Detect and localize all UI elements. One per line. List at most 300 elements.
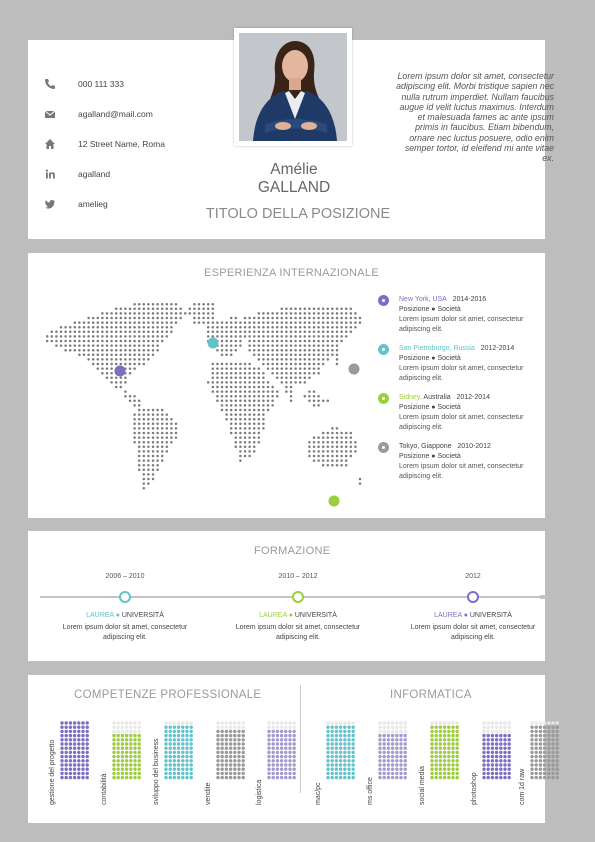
skill-dot <box>225 742 228 745</box>
skill-dot <box>487 721 490 724</box>
skill-dot <box>69 768 72 771</box>
map-dot <box>276 312 279 315</box>
map-dot <box>133 432 136 435</box>
skill-dot <box>280 738 283 741</box>
skill-dot <box>233 751 236 754</box>
map-dot <box>152 473 155 476</box>
skill-dot <box>404 738 407 741</box>
skill-dot <box>164 726 167 729</box>
skill-dot <box>547 755 550 758</box>
skill-label: logistica <box>256 779 263 805</box>
map-dot <box>133 400 136 403</box>
map-dot <box>336 427 339 430</box>
skill-dot <box>117 726 120 729</box>
map-dot <box>267 386 270 389</box>
skill-dot <box>190 772 193 775</box>
map-dot <box>124 381 127 384</box>
skill-dot <box>112 759 115 762</box>
map-dot <box>340 326 343 329</box>
contact-phone-text[interactable]: 000 111 333 <box>78 79 125 89</box>
map-pin-icon <box>378 344 389 355</box>
map-dot <box>285 331 288 334</box>
map-dot <box>225 418 228 421</box>
map-dot <box>235 418 238 421</box>
skill-dot <box>69 726 72 729</box>
skill-dot <box>86 751 89 754</box>
map-dot <box>138 335 141 338</box>
skill-dot <box>447 772 450 775</box>
skill-dot <box>339 721 342 724</box>
skill-dot <box>439 768 442 771</box>
map-dot <box>340 317 343 320</box>
skill-dot <box>284 730 287 733</box>
skill-dot <box>293 726 296 729</box>
map-dot <box>230 335 233 338</box>
skill-item <box>49 719 100 809</box>
map-dot <box>304 335 307 338</box>
map-dot <box>248 372 251 375</box>
map-dot <box>262 427 265 430</box>
skill-dot <box>288 755 291 758</box>
header-card <box>28 40 554 239</box>
map-dot <box>156 303 159 306</box>
skill-dot <box>508 755 511 758</box>
map-dot <box>239 367 242 370</box>
map-dot <box>281 377 284 380</box>
map-dot <box>313 363 316 366</box>
map-dot <box>92 354 95 357</box>
skill-dot <box>221 763 224 766</box>
skill-dot <box>491 751 494 754</box>
skill-dot <box>280 755 283 758</box>
skill-dot <box>276 742 279 745</box>
map-dot <box>244 377 247 380</box>
skill-item <box>205 719 256 809</box>
map-dot <box>276 331 279 334</box>
skill-dot <box>284 726 287 729</box>
skill-dot <box>503 763 506 766</box>
map-dot <box>336 459 339 462</box>
skill-dot <box>77 759 80 762</box>
education-desc: Lorem ipsum dolor sit amet, consectetur adipiscing elit. <box>410 624 536 641</box>
skill-dot <box>112 755 115 758</box>
map-dot <box>133 441 136 444</box>
home-icon <box>44 138 56 150</box>
skill-dot <box>216 726 219 729</box>
map-dot <box>248 381 251 384</box>
skill-dot <box>267 721 270 724</box>
map-dot <box>235 436 238 439</box>
map-dot <box>327 459 330 462</box>
map-dot <box>239 377 242 380</box>
map-dot <box>313 358 316 361</box>
map-dot <box>235 331 238 334</box>
skill-dot <box>65 763 68 766</box>
map-dot <box>189 312 192 315</box>
skill-dot <box>387 759 390 762</box>
map-dot <box>92 358 95 361</box>
map-dot <box>345 450 348 453</box>
skill-dot <box>177 734 180 737</box>
skill-dot <box>288 759 291 762</box>
skill-dot <box>539 721 542 724</box>
map-dot <box>101 367 104 370</box>
map-dot <box>313 395 316 398</box>
map-dot <box>322 312 325 315</box>
map-dot <box>161 418 164 421</box>
skill-dot <box>133 763 136 766</box>
skill-dot <box>229 776 232 779</box>
map-dot <box>230 381 233 384</box>
skill-dot <box>326 721 329 724</box>
map-dot <box>313 317 316 320</box>
skill-dot <box>129 755 132 758</box>
map-dot <box>120 340 123 343</box>
map-dot <box>92 349 95 352</box>
map-dot <box>124 317 127 320</box>
map-dot <box>101 331 104 334</box>
map-dot <box>267 381 270 384</box>
map-dot <box>221 344 224 347</box>
skill-dot <box>543 755 546 758</box>
skill-dot <box>225 721 228 724</box>
skill-dot <box>86 738 89 741</box>
skill-dot <box>404 755 407 758</box>
skill-dot <box>539 734 542 737</box>
skill-dot <box>242 726 245 729</box>
skill-dot <box>487 776 490 779</box>
map-dot <box>345 459 348 462</box>
skill-dot <box>237 734 240 737</box>
skill-dot <box>399 738 402 741</box>
map-dot <box>138 358 141 361</box>
map-dot <box>230 432 233 435</box>
map-dot <box>221 395 224 398</box>
skill-dot <box>169 751 172 754</box>
skill-dot <box>456 768 459 771</box>
map-dot <box>258 377 261 380</box>
map-dot <box>166 321 169 324</box>
skill-dot <box>487 726 490 729</box>
map-dot <box>258 358 261 361</box>
skill-dot <box>73 759 76 762</box>
map-dot <box>230 390 233 393</box>
map-dot <box>313 450 316 453</box>
map-dot <box>327 349 330 352</box>
skill-dot <box>383 759 386 762</box>
skill-dot <box>378 776 381 779</box>
skill-dot <box>508 734 511 737</box>
skill-dot <box>138 772 141 775</box>
skill-dot <box>81 772 84 775</box>
skill-dot <box>276 755 279 758</box>
skill-dot <box>185 751 188 754</box>
skill-dot <box>543 734 546 737</box>
map-dot <box>216 395 219 398</box>
map-dot <box>235 363 238 366</box>
skill-dot <box>185 768 188 771</box>
map-dot <box>133 423 136 426</box>
skill-dot <box>233 738 236 741</box>
map-dot <box>230 340 233 343</box>
experience-role: Posizione ● Società <box>399 355 461 362</box>
first-name: Amélie <box>270 161 318 178</box>
map-dot <box>239 459 242 462</box>
skill-dot <box>125 751 128 754</box>
skill-dot <box>177 751 180 754</box>
skill-dot <box>267 730 270 733</box>
skill-dot <box>133 730 136 733</box>
map-dot <box>322 459 325 462</box>
experience-role: Posizione ● Società <box>399 306 461 313</box>
map-dot <box>304 308 307 311</box>
map-dot <box>170 321 173 324</box>
map-dot <box>138 344 141 347</box>
skill-dot <box>272 742 275 745</box>
map-dot <box>331 441 334 444</box>
skill-dot <box>276 772 279 775</box>
skill-dot <box>335 768 338 771</box>
map-dot <box>327 340 330 343</box>
skill-dot <box>267 742 270 745</box>
skill-dot <box>347 721 350 724</box>
skill-dot <box>387 738 390 741</box>
map-dot <box>106 335 109 338</box>
skill-dot <box>272 759 275 762</box>
map-dot <box>294 335 297 338</box>
skill-dot <box>352 726 355 729</box>
skill-dot <box>77 738 80 741</box>
contact-email-text[interactable]: agalland@mail.com <box>78 109 153 119</box>
map-dot <box>170 423 173 426</box>
skill-dot <box>383 726 386 729</box>
map-dot <box>175 432 178 435</box>
map-dot <box>248 409 251 412</box>
map-dot <box>138 317 141 320</box>
map-dot <box>331 335 334 338</box>
contact-twitter-text[interactable]: amelieg <box>78 199 108 209</box>
skill-dot <box>173 734 176 737</box>
map-dot <box>138 432 141 435</box>
skill-dot <box>121 734 124 737</box>
map-dot <box>120 317 123 320</box>
skill-dot <box>391 759 394 762</box>
map-dot <box>248 450 251 453</box>
skill-dot <box>221 734 224 737</box>
skill-dot <box>112 772 115 775</box>
map-dot <box>258 436 261 439</box>
map-dot <box>336 436 339 439</box>
map-dot <box>87 354 90 357</box>
contact-linkedin-text[interactable]: agalland <box>78 169 111 179</box>
map-dot <box>230 372 233 375</box>
map-dot <box>331 321 334 324</box>
map-location-marker <box>329 496 340 507</box>
map-dot <box>138 446 141 449</box>
map-dot <box>221 349 224 352</box>
map-dot <box>175 317 178 320</box>
map-dot <box>294 363 297 366</box>
map-dot <box>253 317 256 320</box>
map-dot <box>212 303 215 306</box>
map-dot <box>115 344 118 347</box>
skill-dot <box>535 772 538 775</box>
skill-dot <box>129 768 132 771</box>
map-dot <box>106 358 109 361</box>
map-dot <box>230 321 233 324</box>
skill-dot <box>339 751 342 754</box>
map-dot <box>74 331 77 334</box>
map-dot <box>152 303 155 306</box>
map-dot <box>336 354 339 357</box>
map-dot <box>101 354 104 357</box>
map-dot <box>322 331 325 334</box>
skill-dot <box>177 742 180 745</box>
map-dot <box>166 446 169 449</box>
map-dot <box>179 312 182 315</box>
map-dot <box>106 354 109 357</box>
skill-dot <box>404 742 407 745</box>
skill-dot <box>447 726 450 729</box>
skill-dot <box>221 730 224 733</box>
skill-dot <box>339 734 342 737</box>
skill-dot <box>272 747 275 750</box>
skill-dot <box>190 768 193 771</box>
skill-dot <box>288 734 291 737</box>
map-dot <box>262 390 265 393</box>
map-dot <box>129 312 132 315</box>
map-dot <box>133 404 136 407</box>
skill-dot <box>60 768 63 771</box>
map-dot <box>129 331 132 334</box>
skill-dot <box>288 721 291 724</box>
map-dot <box>216 367 219 370</box>
skill-dot <box>335 755 338 758</box>
map-dot <box>271 321 274 324</box>
timeline-node <box>119 591 131 603</box>
map-dot <box>110 377 113 380</box>
skill-dot <box>439 721 442 724</box>
map-dot <box>350 441 353 444</box>
map-dot <box>244 367 247 370</box>
map-dot <box>179 317 182 320</box>
skill-item <box>519 719 570 809</box>
map-dot <box>299 340 302 343</box>
skill-dot <box>65 759 68 762</box>
map-dot <box>281 340 284 343</box>
map-dot <box>133 418 136 421</box>
map-dot <box>244 331 247 334</box>
skill-dot <box>125 734 128 737</box>
map-dot <box>345 446 348 449</box>
skill-dot <box>503 755 506 758</box>
map-dot <box>143 436 146 439</box>
map-dot <box>161 446 164 449</box>
map-dot <box>207 321 210 324</box>
skill-dot <box>129 726 132 729</box>
map-dot <box>336 464 339 467</box>
map-dot <box>129 400 132 403</box>
map-dot <box>322 363 325 366</box>
skill-dot <box>404 776 407 779</box>
skill-dot <box>181 751 184 754</box>
skill-dot <box>347 734 350 737</box>
skill-dot <box>443 755 446 758</box>
skill-dot <box>530 759 533 762</box>
skill-dot <box>225 747 228 750</box>
map-dot <box>138 413 141 416</box>
skill-dot <box>435 730 438 733</box>
map-dot <box>253 395 256 398</box>
map-dot <box>322 326 325 329</box>
map-dot <box>221 363 224 366</box>
skill-dot <box>343 726 346 729</box>
map-dot <box>262 321 265 324</box>
skill-dot <box>185 759 188 762</box>
skill-dot <box>482 755 485 758</box>
skill-dot <box>547 742 550 745</box>
map-dot <box>308 450 311 453</box>
skill-dot <box>280 763 283 766</box>
skill-dot <box>117 742 120 745</box>
map-dot <box>124 344 127 347</box>
map-dot <box>294 308 297 311</box>
map-dot <box>235 381 238 384</box>
map-dot <box>290 381 293 384</box>
skill-dot <box>185 747 188 750</box>
skill-dot <box>482 742 485 745</box>
skill-dot <box>280 751 283 754</box>
map-dot <box>225 413 228 416</box>
skill-dot <box>495 776 498 779</box>
map-dot <box>143 478 146 481</box>
map-dot <box>271 395 274 398</box>
map-dot <box>336 441 339 444</box>
last-name: GALLAND <box>257 179 331 196</box>
map-dot <box>129 321 132 324</box>
map-dot <box>322 400 325 403</box>
map-dot <box>290 326 293 329</box>
map-dot <box>345 312 348 315</box>
map-dot <box>230 404 233 407</box>
map-dot <box>327 400 330 403</box>
map-dot <box>248 344 251 347</box>
skill-dot <box>288 763 291 766</box>
map-dot <box>110 349 113 352</box>
skill-dot <box>190 747 193 750</box>
map-dot <box>156 450 159 453</box>
map-dot <box>106 344 109 347</box>
skill-dot <box>443 751 446 754</box>
skill-dot <box>439 763 442 766</box>
skill-dot <box>435 768 438 771</box>
map-dot <box>170 317 173 320</box>
map-dot <box>258 395 261 398</box>
skill-dot <box>387 721 390 724</box>
skill-dot <box>181 759 184 762</box>
map-dot <box>78 335 81 338</box>
map-dot <box>230 331 233 334</box>
skill-dot <box>556 772 559 775</box>
map-dot <box>340 321 343 324</box>
skill-dot <box>435 772 438 775</box>
map-dot <box>299 308 302 311</box>
map-dot <box>345 455 348 458</box>
education-years: 2006 – 2010 <box>105 573 145 580</box>
map-dot <box>78 326 81 329</box>
skill-dot <box>539 768 542 771</box>
skill-dot <box>284 742 287 745</box>
